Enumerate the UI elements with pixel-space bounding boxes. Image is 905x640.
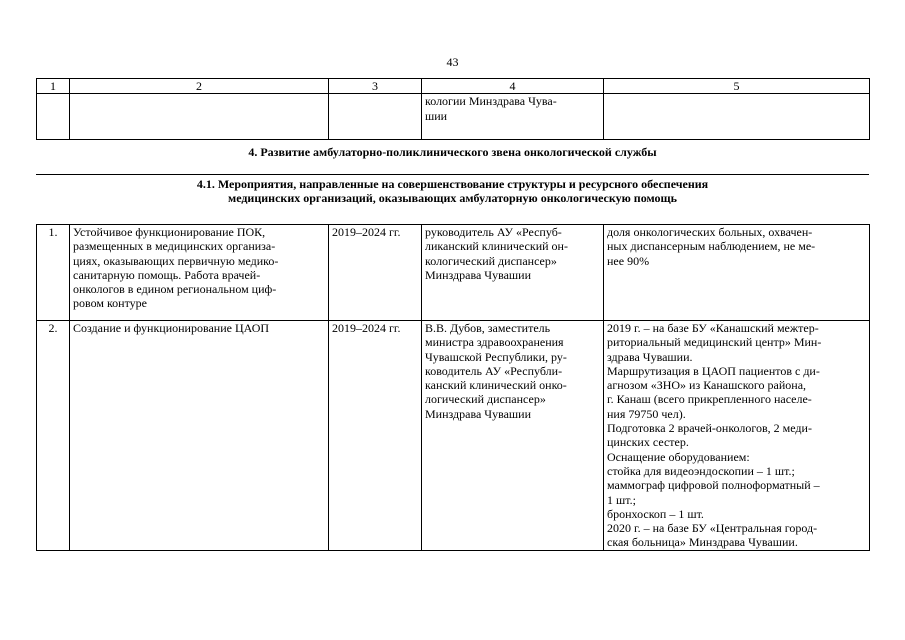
column-header-1: 1 — [37, 79, 70, 94]
result-cell: 2019 г. – на базе БУ «Канашский межтер- риториальный медицинский центр» Мин- здрава Чувашии. Маршрутизация в ЦАОП пациентов с ди- агнозом «ЗНО» из Канашского района, г. Канаш (всего прикрепленного населе- ния 79750 чел). Подготовка 2 врачей-онкологов, 2 меди- цинских сестер. Оснащение оборудованием: стойка для видеоэндоскопии – 1 шт.; маммограф цифровой полноформатный – 1 шт.; бронхоскоп – 1 шт. 2020 г. – на базе БУ «Центральная город- ская больница» Минздрава Чувашии. — [604, 321, 870, 551]
continued-row — [37, 94, 870, 140]
section-divider — [36, 174, 869, 175]
table-continuation — [36, 78, 870, 140]
column-header-5: 5 — [604, 79, 870, 94]
measure-cell: Создание и функционирование ЦАОП — [70, 321, 329, 551]
responsible-cell: В.В. Дубов, заместитель министра здравоохранения Чувашской Республики, ру- ководитель АУ «Республи- канский клинический онко- логический диспансер» Минздрава Чувашии — [422, 321, 604, 551]
responsible-cell: руководитель АУ «Респуб- ликанский клинический он- кологический диспансер» Минздрава Чувашии — [422, 225, 604, 321]
subsection-title: 4.1. Мероприятия, направленные на совершенствование структуры и ресурсного обеспечения медицинских организаций, оказывающих амбулаторную онкологическую помощь — [196, 177, 709, 206]
section-title: 4. Развитие амбулаторно-поликлинического звена онкологической службы — [248, 145, 657, 159]
continued-responsible-cell: кологии Минздрава Чува- шии — [422, 94, 604, 140]
table-row — [37, 321, 870, 551]
column-header-3: 3 — [329, 79, 422, 94]
period-cell: 2019–2024 гг. — [329, 321, 422, 551]
period-cell: 2019–2024 гг. — [329, 225, 422, 321]
row-number: 1. — [37, 225, 70, 321]
column-header-4: 4 — [422, 79, 604, 94]
table-row — [37, 225, 870, 321]
page-number: 43 — [446, 55, 459, 69]
measure-cell: Устойчивое функционирование ПОК, размещенных в медицинских организа- циях, оказывающих первичную медико- санитарную помощь. Работа врачей- онкологов в едином региональном циф- ровом контуре — [70, 225, 329, 321]
result-cell: доля онкологических больных, охвачен- ных диспансерным наблюдением, не ме- нее 90% — [604, 225, 870, 321]
column-number-row — [37, 79, 870, 94]
row-number: 2. — [37, 321, 70, 551]
column-header-2: 2 — [70, 79, 329, 94]
measures-table — [36, 224, 870, 551]
